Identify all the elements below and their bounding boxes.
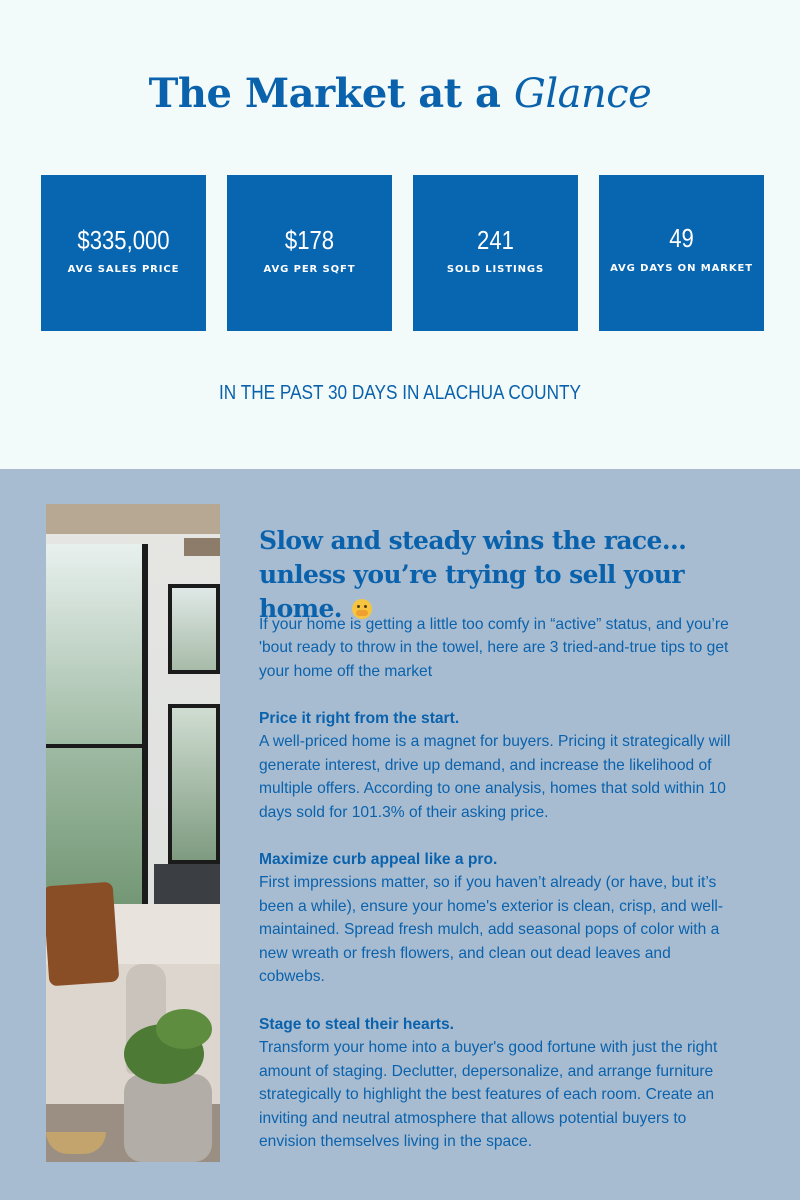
article-heading-text: Slow and steady wins the race… unless you’re trying to sell your home. <box>259 526 687 623</box>
title-main: The Market at a <box>148 70 501 117</box>
stat-label: SOLD LISTINGS <box>446 264 545 275</box>
tips-section <box>0 469 800 1200</box>
tip-staging <box>259 1013 739 1153</box>
tip-text: First impressions matter, so if you haven’t already (or have, but it’s been a while), ensure your home's exterior is clean, crisp, and well-maintained. Spread fresh mulch, add seasonal pops of color with a new wreath or fresh flowers, and clean out dead leaves and cobwebs. <box>259 874 724 986</box>
stat-card-avg-sales-price <box>41 175 206 331</box>
stat-card-sold-listings <box>413 175 578 331</box>
stat-card-avg-days-on-market <box>599 175 764 331</box>
market-summary-section <box>0 0 800 469</box>
stat-value: $178 <box>284 225 335 255</box>
stat-card-avg-per-sqft <box>227 175 392 331</box>
stat-value: 49 <box>669 223 694 253</box>
article-intro: If your home is getting a little too comfy in “active” status, and you’re 'bout ready to throw in the towel, here are 3 tried-and-true tips to get your home off the market <box>259 616 729 680</box>
stat-label: AVG DAYS ON MARKET <box>610 263 753 274</box>
living-room-photo <box>46 504 220 1162</box>
tip-title: Price it right from the start. <box>259 710 460 727</box>
page-title <box>0 70 800 117</box>
tip-text: A well-priced home is a magnet for buyers. Pricing it strategically will generate interest, drive up demand, and increase the likelihood of multiple offers. According to one analysis, homes that sold within 10 days sold for 101.3% of their asking price. <box>259 733 731 821</box>
article-heading <box>259 524 739 626</box>
stat-label: AVG SALES PRICE <box>67 264 180 275</box>
period-note: IN THE PAST 30 DAYS IN ALACHUA COUNTY <box>219 382 581 404</box>
stat-label: AVG PER SQFT <box>263 264 356 275</box>
tip-title: Maximize curb appeal like a pro. <box>259 851 498 868</box>
tip-price-right <box>259 707 739 824</box>
stat-value: $335,000 <box>77 225 170 255</box>
stat-value: 241 <box>477 225 514 255</box>
tip-title: Stage to steal their hearts. <box>259 1016 454 1033</box>
title-italic: Glance <box>513 71 652 117</box>
tip-text: Transform your home into a buyer's good fortune with just the right amount of staging. Declutter, depersonalize, and arrange furniture strategically to highlight the best features of each room. Create an inviting and neutral atmosphere that allows potential buyers to envision themselves living in the space. <box>259 1039 718 1151</box>
tip-curb-appeal <box>259 848 739 988</box>
